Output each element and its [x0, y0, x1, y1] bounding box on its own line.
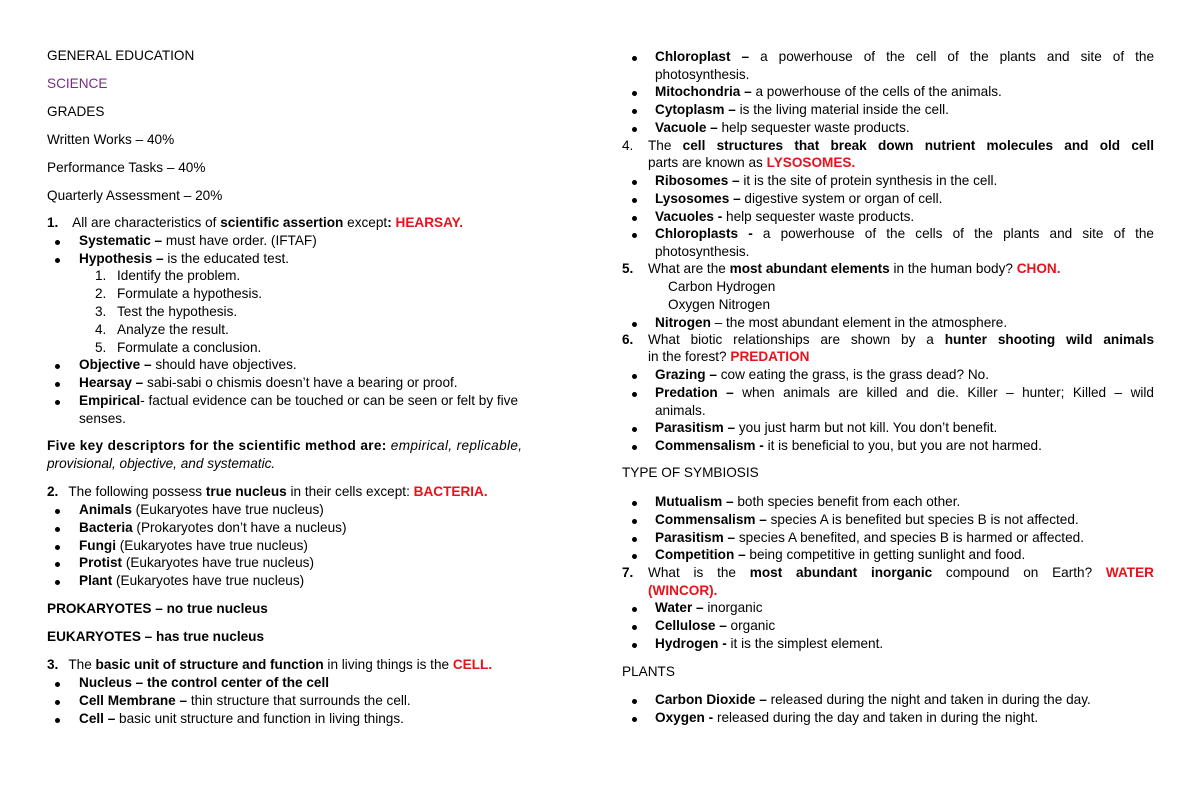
bullet-icon: [632, 198, 637, 203]
subject-heading: SCIENCE: [47, 76, 108, 91]
grades-heading: GRADES: [47, 104, 105, 119]
question-7-number: 7.: [622, 565, 634, 580]
list-item: Competition – being competitive in getting sunlight and food.: [655, 547, 1026, 562]
question-text: The following possess: [68, 484, 206, 499]
list-item-continuation: photosynthesis.: [655, 67, 750, 82]
grade-item: Written Works – 40%: [47, 132, 175, 147]
bullet-icon: [55, 562, 60, 567]
bullet-icon: [632, 322, 637, 327]
question-2: [47, 483, 488, 500]
bullet-icon: [55, 258, 60, 263]
step-item: 4. Analyze the result.: [95, 322, 229, 337]
bullet-icon: [632, 643, 637, 648]
list-item: Mutualism – both species benefit from each other.: [655, 494, 961, 509]
plants-heading: PLANTS: [622, 664, 675, 679]
list-item: Protist (Eukaryotes have true nucleus): [79, 555, 314, 570]
list-item: Water – inorganic: [655, 600, 763, 615]
bullet-icon: [55, 509, 60, 514]
list-item: Hydrogen - it is the simplest element.: [655, 636, 884, 651]
question-text: in living things is the: [323, 657, 453, 672]
bullet-icon: [632, 91, 637, 96]
grade-item: Quarterly Assessment – 20%: [47, 188, 223, 203]
step-item: 2. Formulate a hypothesis.: [95, 286, 263, 301]
question-bold: scientific assertion: [220, 215, 344, 230]
list-item: Mitochondria – a powerhouse of the cells of the animals.: [655, 84, 1002, 99]
list-item: Nucleus – the control center of the cell: [79, 675, 330, 690]
answer-text: BACTERIA.: [413, 484, 488, 499]
list-item: Cellulose – organic: [655, 618, 776, 633]
question-number: 2.: [47, 484, 59, 499]
list-item-continuation: photosynthesis.: [655, 244, 750, 259]
answer-text: WATER: [1105, 565, 1154, 580]
bullet-icon: [632, 233, 637, 238]
bullet-icon: [632, 427, 637, 432]
answer-text: PREDATION: [730, 349, 810, 364]
answer-text: HEARSAY.: [395, 215, 463, 230]
bullet-icon: [632, 392, 637, 397]
bullet-icon: [55, 400, 60, 405]
list-item: Fungi (Eukaryotes have true nucleus): [79, 538, 308, 553]
list-item: Lysosomes – digestive system or organ of cell.: [655, 191, 943, 206]
list-item-continuation: animals.: [655, 403, 706, 418]
list-item: Predation – when animals are killed and die. Killer – hunter; Killed – wild: [655, 385, 1154, 400]
list-item: Chloroplast – a powerhouse of the cell of the plants and site of the: [655, 49, 1155, 64]
bullet-icon: [55, 364, 60, 369]
grade-item: Performance Tasks – 40%: [47, 160, 206, 175]
answer-text: (WINCOR).: [648, 583, 718, 598]
bullet-icon: [55, 527, 60, 532]
list-item: Plant (Eukaryotes have true nucleus): [79, 573, 305, 588]
bullet-icon: [632, 374, 637, 379]
answer-text: CELL.: [452, 657, 493, 672]
prokaryotes-note: PROKARYOTES – no true nucleus: [47, 601, 268, 616]
bullet-icon: [632, 127, 637, 132]
elements-row: Oxygen Nitrogen: [668, 297, 771, 312]
question-4: The cell structures that break down nutrient molecules and old cell: [648, 138, 1154, 153]
bullet-icon: [632, 56, 637, 61]
list-item: Cell Membrane – thin structure that surrounds the cell.: [79, 693, 411, 708]
bullet-icon: [632, 554, 637, 559]
question-colon: :: [387, 215, 392, 230]
question-number: 1.: [47, 215, 59, 230]
list-item: Systematic – must have order. (IFTAF): [79, 233, 317, 248]
list-item: Empirical- factual evidence can be touched or can be seen or felt by five: [79, 393, 519, 408]
question-number: 3.: [47, 657, 59, 672]
list-item: Ribosomes – it is the site of protein synthesis in the cell.: [655, 173, 998, 188]
list-item: Cell – basic unit structure and function in living things.: [79, 711, 404, 726]
bullet-icon: [632, 625, 637, 630]
list-item: Parasitism – species A benefited, and species B is harmed or affected.: [655, 530, 1084, 545]
question-4-number: 4.: [622, 138, 634, 153]
list-item: Grazing – cow eating the grass, is the grass dead? No.: [655, 367, 989, 382]
elements-row: Carbon Hydrogen: [668, 279, 776, 294]
page-title: GENERAL EDUCATION: [47, 48, 195, 63]
list-item: Animals (Eukaryotes have true nucleus): [79, 502, 324, 517]
question-1: [47, 214, 463, 231]
bullet-icon: [632, 501, 637, 506]
symbiosis-heading: TYPE OF SYMBIOSIS: [622, 465, 759, 480]
question-bold: true nucleus: [205, 484, 287, 499]
question-5: What are the most abundant elements in the human body? CHON.: [648, 261, 1061, 276]
bullet-icon: [632, 537, 637, 542]
list-item: Commensalism – species A is benefited but species B is not affected.: [655, 512, 1079, 527]
list-item: Chloroplasts - a powerhouse of the cells of the plants and site of the: [655, 226, 1154, 241]
list-item: Cytoplasm – is the living material inside the cell.: [655, 102, 949, 117]
list-item-continuation: senses.: [79, 411, 126, 426]
question-bold: basic unit of structure and function: [95, 657, 324, 672]
question-3: [47, 656, 492, 673]
bullet-icon: [55, 240, 60, 245]
bullet-icon: [55, 682, 60, 687]
list-item: Hearsay – sabi-sabi o chismis doesn’t have a bearing or proof.: [79, 375, 458, 390]
list-item: Vacuoles - help sequester waste products.: [655, 209, 915, 224]
question-text: in their cells except:: [286, 484, 414, 499]
descriptors-line: provisional, objective, and systematic.: [47, 456, 276, 471]
question-text: except: [343, 215, 388, 230]
answer-text: CHON.: [1016, 261, 1061, 276]
answer-text: LYSOSOMES.: [766, 155, 856, 170]
bullet-icon: [55, 700, 60, 705]
step-item: 3. Test the hypothesis.: [95, 304, 238, 319]
question-6-number: 6.: [622, 332, 634, 347]
bullet-icon: [632, 519, 637, 524]
descriptors-line: Five key descriptors for the scientific method are: empirical, replicable,: [47, 438, 523, 453]
list-item: Carbon Dioxide – released during the night and taken in during the day.: [655, 692, 1091, 707]
question-6: What biotic relationships are shown by a hunter shooting wild animals: [648, 332, 1155, 347]
list-item: Parasitism – you just harm but not kill. You don’t benefit.: [655, 420, 998, 435]
step-item: 5. Formulate a conclusion.: [95, 340, 262, 355]
question-4-line2: parts are known as LYSOSOMES.: [648, 155, 856, 170]
list-item: Nitrogen – the most abundant element in the atmosphere.: [655, 315, 1008, 330]
bullet-icon: [632, 699, 637, 704]
list-item: Vacuole – help sequester waste products.: [655, 120, 910, 135]
question-7: What is the most abundant inorganic compound on Earth? WATER: [648, 565, 1154, 580]
bullet-icon: [632, 216, 637, 221]
bullet-icon: [632, 180, 637, 185]
list-item: Commensalism - it is beneficial to you, but you are not harmed.: [655, 438, 1042, 453]
bullet-icon: [55, 580, 60, 585]
question-text: All are characteristics of: [72, 215, 221, 230]
list-item: Objective – should have objectives.: [79, 357, 297, 372]
bullet-icon: [632, 445, 637, 450]
question-5-number: 5.: [622, 261, 634, 276]
bullet-icon: [55, 718, 60, 723]
list-item: Oxygen - released during the day and taken in during the night.: [655, 710, 1039, 725]
question-text: The: [68, 657, 96, 672]
bullet-icon: [55, 382, 60, 387]
list-item: Hypothesis – is the educated test.: [79, 251, 290, 266]
bullet-icon: [632, 109, 637, 114]
question-6-line2: in the forest? PREDATION: [648, 349, 810, 364]
step-item: 1. Identify the problem.: [95, 268, 241, 283]
eukaryotes-note: EUKARYOTES – has true nucleus: [47, 629, 265, 644]
bullet-icon: [632, 717, 637, 722]
list-item: Bacteria (Prokaryotes don’t have a nucleus): [79, 520, 347, 535]
bullet-icon: [55, 545, 60, 550]
bullet-icon: [632, 607, 637, 612]
